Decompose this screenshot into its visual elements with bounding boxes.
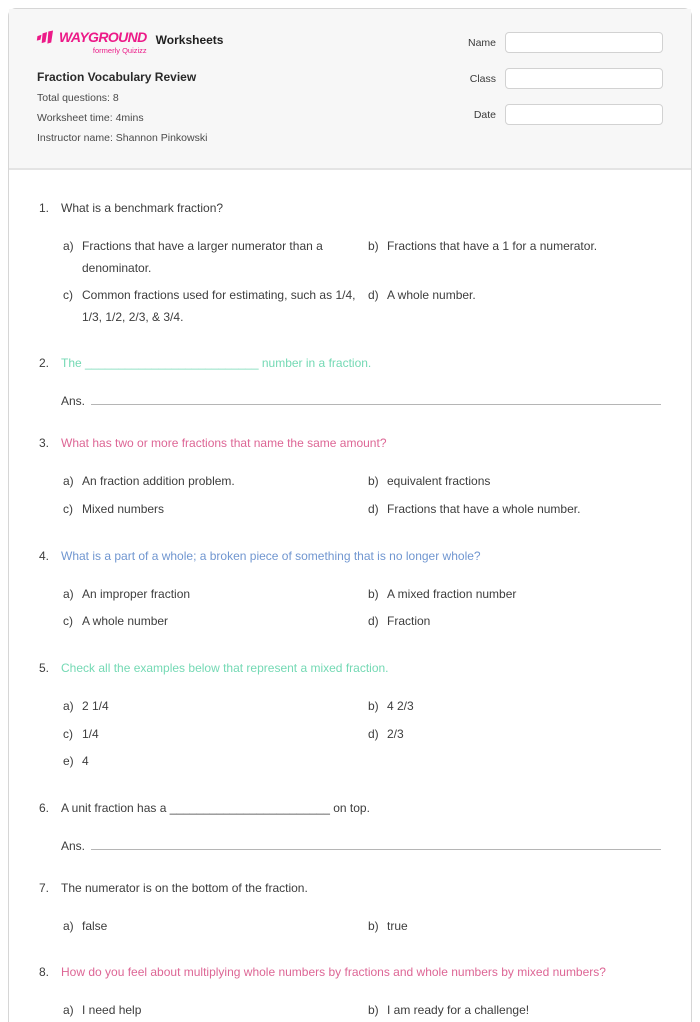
option-letter: c) — [63, 726, 73, 741]
question-head — [39, 880, 661, 897]
option-c — [63, 611, 356, 633]
option-text: Fractions that have a larger numerator than a denominator. — [82, 239, 323, 275]
answer-label: Ans. — [61, 838, 86, 853]
answer-row — [61, 391, 661, 408]
option-letter: c) — [63, 288, 73, 303]
option-text: Mixed numbers — [82, 502, 165, 517]
option-text: 4 — [82, 754, 89, 769]
question-7 — [39, 880, 661, 938]
option-text: A mixed fraction number — [387, 586, 517, 601]
option-text: I am ready for a challenge! — [387, 1003, 530, 1018]
worksheet-card — [8, 8, 692, 1022]
brand-tagline: formerly Quizizz — [92, 46, 147, 55]
option-text: An improper fraction — [82, 586, 191, 601]
option-letter: d) — [368, 502, 379, 517]
answer-label: Ans. — [61, 394, 86, 409]
question-head — [39, 964, 661, 981]
option-text: An fraction addition problem. — [82, 474, 235, 489]
question-2 — [39, 355, 661, 408]
option-letter: c) — [63, 614, 73, 629]
question-number: 8. — [39, 965, 50, 980]
question-number: 5. — [39, 660, 50, 675]
option-text: Fractions that have a 1 for a numerator. — [387, 239, 598, 254]
name-label: Name — [467, 36, 496, 49]
options-grid — [63, 696, 661, 773]
class-field-row — [468, 68, 663, 89]
option-text: 4 2/3 — [387, 698, 414, 713]
question-text: The numerator is on the bottom of the fraction. — [61, 880, 308, 895]
option-b — [368, 696, 661, 718]
question-5 — [39, 660, 661, 773]
option-text: 2 1/4 — [82, 698, 109, 713]
option-d — [368, 724, 661, 746]
option-letter: a) — [63, 918, 74, 933]
wayground-logo-icon — [37, 30, 55, 50]
option-b — [368, 1000, 661, 1022]
question-text: How do you feel about multiplying whole numbers by fractions and whole numbers by mixed numbers? — [61, 965, 606, 980]
option-letter: b) — [368, 1003, 379, 1018]
class-input[interactable] — [505, 68, 663, 89]
question-3 — [39, 435, 661, 520]
options-grid — [63, 1000, 661, 1022]
option-text: Fractions that have a whole number. — [387, 502, 581, 517]
product-label: Worksheets — [155, 33, 224, 47]
logo-wordmark — [59, 29, 147, 55]
question-6 — [39, 800, 661, 853]
option-a — [63, 916, 356, 938]
student-fields — [468, 29, 663, 144]
option-letter: b) — [368, 474, 379, 489]
options-grid — [63, 471, 661, 520]
question-text: What is a part of a whole; a broken piece of something that is no longer whole? — [61, 548, 481, 563]
option-letter: b) — [368, 586, 379, 601]
brand-name: WAYGROUND — [59, 29, 147, 45]
option-e — [63, 751, 356, 773]
question-number: 7. — [39, 880, 50, 895]
total-questions: Total questions: 8 — [37, 92, 119, 104]
option-text: I need help — [82, 1003, 142, 1018]
instructor-name: Instructor name: Shannon Pinkowski — [37, 132, 208, 144]
question-number: 1. — [39, 201, 50, 215]
name-field-row — [468, 32, 663, 53]
option-text: 1/4 — [82, 726, 99, 741]
option-text: A whole number — [82, 614, 169, 629]
question-4 — [39, 548, 661, 633]
options-grid — [63, 584, 661, 633]
option-letter: a) — [63, 586, 74, 601]
option-letter: b) — [368, 918, 379, 933]
option-text: 2/3 — [387, 726, 404, 741]
question-1 — [39, 200, 661, 328]
option-letter: d) — [368, 288, 379, 303]
logo — [37, 29, 223, 55]
answer-write-line — [91, 391, 661, 405]
option-a — [63, 584, 356, 606]
question-text: A unit fraction has a ________________________ on top. — [61, 800, 370, 815]
option-a — [63, 236, 356, 279]
answer-row — [61, 836, 661, 853]
option-d — [368, 285, 661, 328]
option-letter: a) — [63, 698, 74, 713]
option-b — [368, 236, 661, 279]
options-grid — [63, 236, 661, 328]
option-letter: b) — [368, 239, 379, 254]
date-label: Date — [473, 108, 496, 121]
worksheet-time: Worksheet time: 4mins — [37, 112, 144, 124]
question-number: 3. — [39, 436, 50, 451]
option-b — [368, 584, 661, 606]
question-8 — [39, 964, 661, 1022]
option-text: equivalent fractions — [387, 474, 491, 489]
option-a — [63, 471, 356, 493]
question-text: The __________________________ number in a fraction. — [61, 356, 372, 371]
question-head — [39, 200, 661, 217]
question-head — [39, 435, 661, 452]
option-text: Fraction — [387, 614, 431, 629]
option-text: true — [387, 918, 408, 933]
option-c — [63, 499, 356, 521]
option-letter: a) — [63, 474, 74, 489]
option-letter: a) — [63, 239, 74, 254]
question-number: 4. — [39, 548, 50, 563]
option-letter: d) — [368, 614, 379, 629]
option-letter: d) — [368, 726, 379, 741]
name-input[interactable] — [505, 32, 663, 53]
option-d — [368, 611, 661, 633]
worksheet-title: Fraction Vocabulary Review — [37, 70, 197, 84]
option-letter: a) — [63, 1003, 74, 1018]
option-text: A whole number. — [387, 288, 476, 303]
question-head — [39, 660, 661, 677]
question-head — [39, 800, 661, 817]
option-b — [368, 916, 661, 938]
option-a — [63, 1000, 356, 1022]
header-left — [37, 29, 223, 144]
option-letter: e) — [63, 754, 74, 769]
option-letter: c) — [63, 502, 73, 517]
question-number: 2. — [39, 356, 50, 371]
class-label: Class — [469, 72, 496, 85]
question-head — [39, 548, 661, 565]
option-a — [63, 696, 356, 718]
questions-list — [9, 170, 691, 1022]
question-head — [39, 355, 661, 372]
question-text: What is a benchmark fraction? — [61, 201, 224, 215]
date-input[interactable] — [505, 104, 663, 125]
option-c — [63, 724, 356, 746]
options-grid — [63, 916, 661, 938]
worksheet-header — [9, 9, 691, 170]
answer-write-line — [91, 836, 661, 850]
option-letter: b) — [368, 698, 379, 713]
option-d — [368, 499, 661, 521]
question-text: Check all the examples below that represent a mixed fraction. — [61, 660, 389, 675]
option-text: false — [82, 918, 108, 933]
option-b — [368, 471, 661, 493]
question-number: 6. — [39, 800, 50, 815]
option-c — [63, 285, 356, 328]
question-text: What has two or more fractions that name the same amount? — [61, 436, 387, 451]
date-field-row — [468, 104, 663, 125]
option-text: Common fractions used for estimating, such as 1/4, 1/3, 1/2, 2/3, & 3/4. — [82, 288, 356, 324]
